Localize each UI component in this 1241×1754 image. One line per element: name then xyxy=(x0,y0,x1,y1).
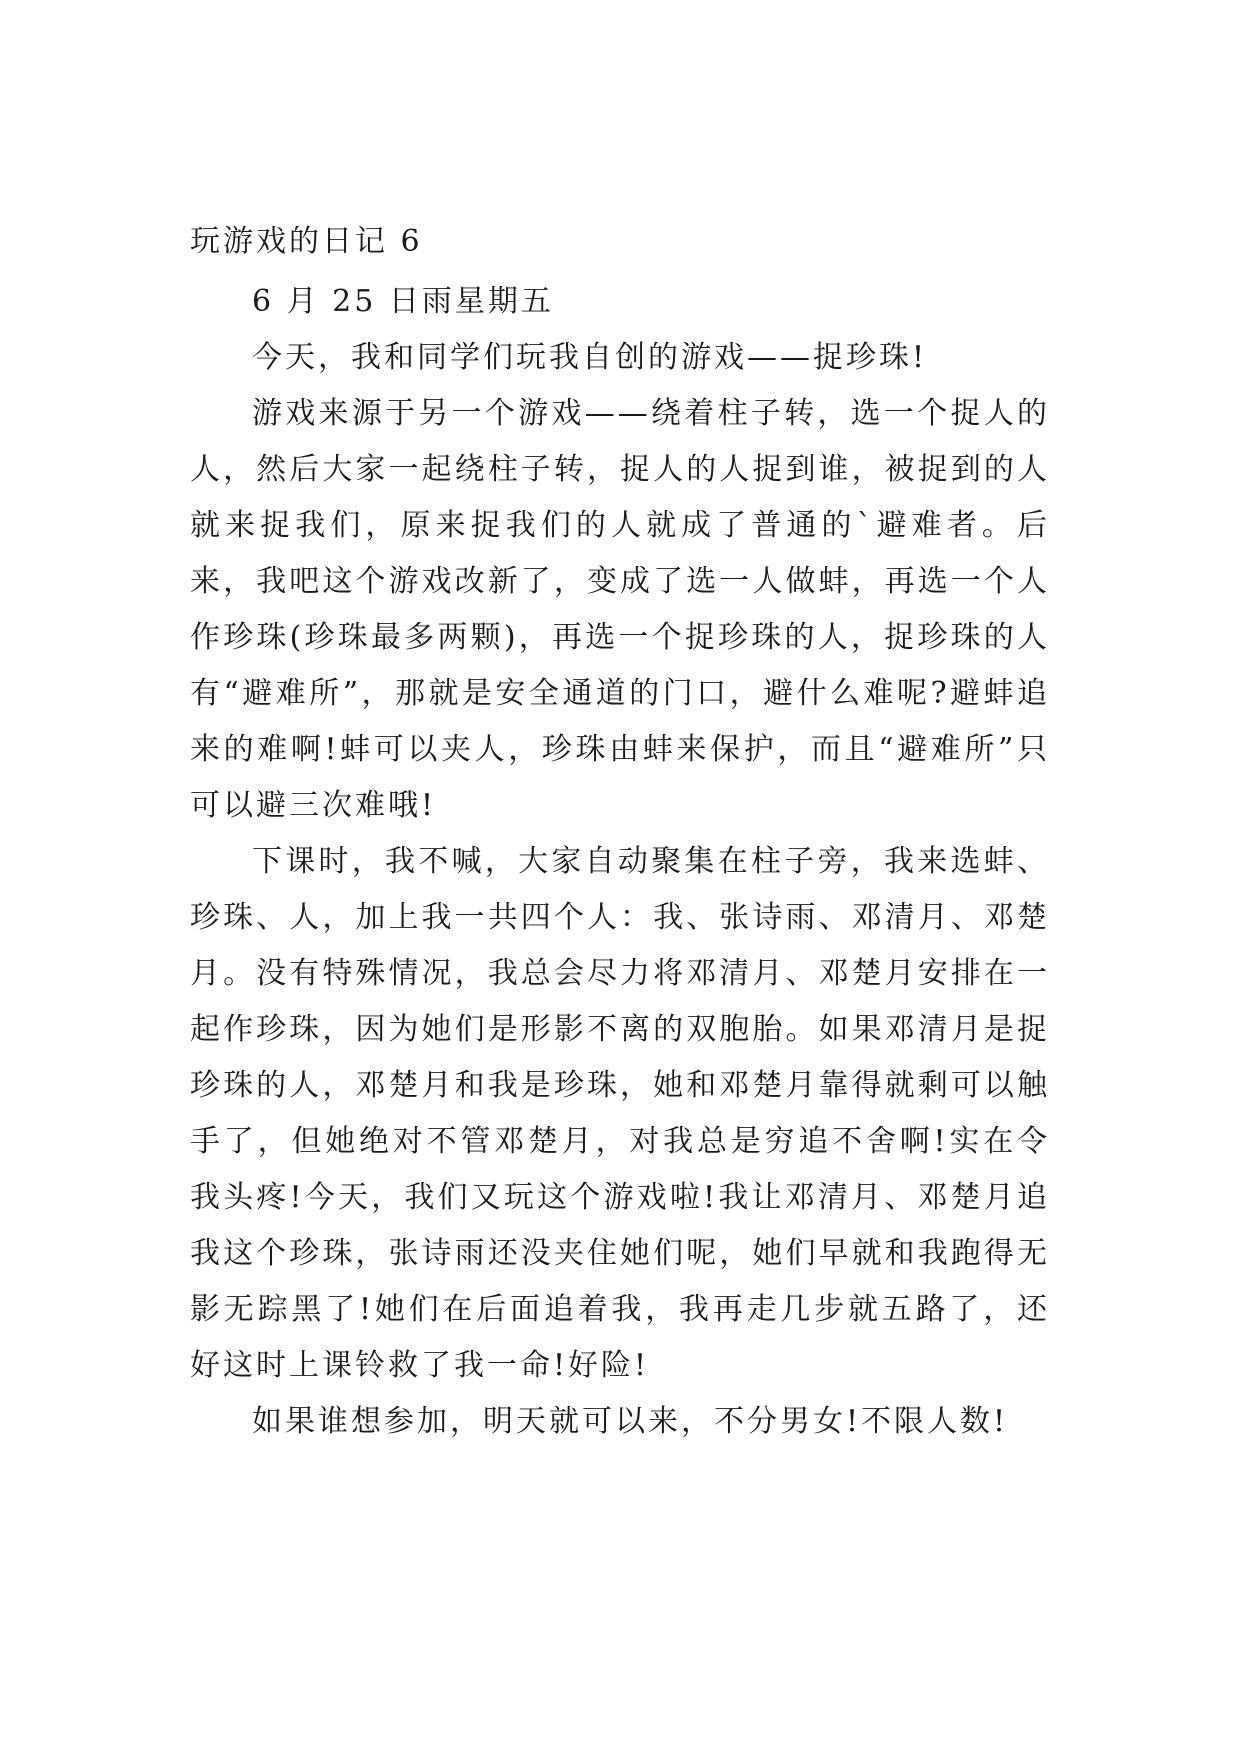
date-line: 6 月 25 日雨星期五 xyxy=(252,284,554,319)
document-title: 玩游戏的日记 6 xyxy=(190,224,423,259)
paragraph-rules: 游戏来源于另一个游戏——绕着柱子转，选一个捉人的人，然后大家一起绕柱子转，捉人的人捉到谁，被捉到的人就来捉我们，原来捉我们的人就成了普通的`避难者。后来，我吧这个游戏改新了，变成了选一人做蚌，再选一个人作珍珠(珍珠最多两颗)，再选一个捉珍珠的人，捉珍珠的人有“避难所”，那就是安全通道的门口，避什么难呢?避蚌追来的难啊!蚌可以夹人，珍珠由蚌来保护，而且“避难所”只可以避三次难哦! xyxy=(190,396,1050,823)
paragraph-invite: 如果谁想参加，明天就可以来，不分男女!不限人数! xyxy=(252,1404,1009,1439)
paragraph-story: 下课时，我不喊，大家自动聚集在柱子旁，我来选蚌、珍珠、人，加上我一共四个人：我、张诗雨、邓清月、邓楚月。没有特殊情况，我总会尽力将邓清月、邓楚月安排在一起作珍珠，因为她们是形影不离的双胞胎。如果邓清月是捉珍珠的人，邓楚月和我是珍珠，她和邓楚月靠得就剩可以触手了，但她绝对不管邓楚月，对我总是穷追不舍啊!实在令我头疼!今天，我们又玩这个游戏啦!我让邓清月、邓楚月追我这个珍珠，张诗雨还没夹住她们呢，她们早就和我跑得无影无踪黑了!她们在后面追着我，我再走几步就五路了，还好这时上课铃救了我一命!好险! xyxy=(190,844,1050,1383)
document-body xyxy=(190,214,1050,1450)
paragraph-intro: 今天，我和同学们玩我自创的游戏——捉珍珠! xyxy=(252,340,928,375)
